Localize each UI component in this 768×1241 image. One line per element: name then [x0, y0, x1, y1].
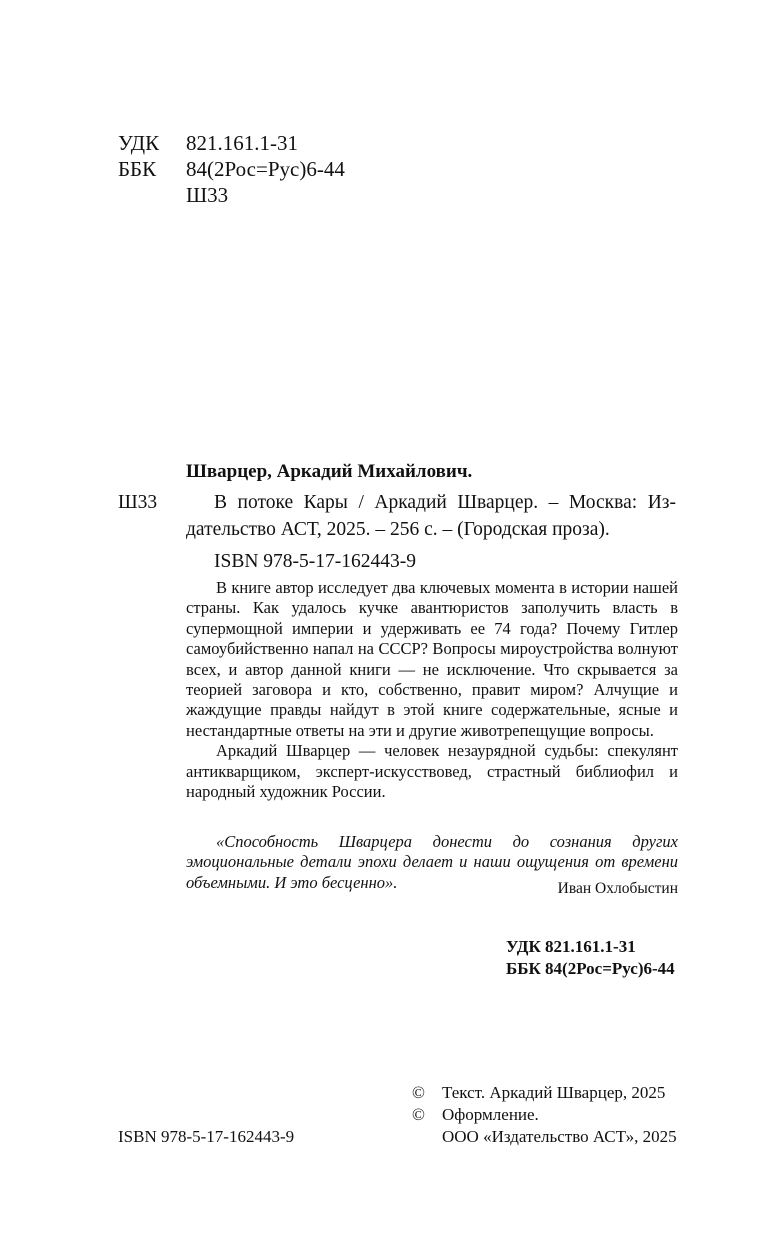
copyright-block	[412, 1082, 692, 1152]
bottom-bbk: ББК 84(2Рос=Рус)6-44	[506, 959, 675, 978]
author-sign: Ш33	[186, 183, 229, 207]
annotation	[186, 578, 678, 802]
bbk-label: ББК	[118, 157, 157, 181]
copyright-text: Текст. Аркадий Шварцер, 2025	[442, 1083, 666, 1102]
author-heading: Шварцер, Аркадий Михайлович.	[186, 461, 473, 482]
footer-isbn: ISBN 978-5-17-162443-9	[118, 1127, 295, 1146]
catalog-author-sign: Ш33	[118, 492, 158, 513]
copyright-design: Оформление.	[442, 1105, 539, 1124]
copyright-publisher: ООО «Издательство АСТ», 2025	[442, 1127, 677, 1146]
annotation-paragraph-1: В книге автор исследует два ключевых момента в истории нашей страны. Как удалось кучке авантюристов заполучить власть в супермощной империи и удерживать ее 74 года? Почему Гитлер самоубийственно напал на СССР? Вопросы мироустройства волнуют всех, и автор данной книги — не исключение. Что скрывается за теорией заговора и кто, собственно, правит миром? Алчущие и жаждущие правды найдут в этой книге содержательные, ясные и нестандартные ответы на эти и другие животрепещущие вопросы.	[186, 578, 678, 740]
udk-label: УДК	[118, 131, 160, 155]
top-classification	[118, 130, 378, 210]
copyright-icon: ©	[412, 1105, 425, 1124]
annotation-paragraph-2: Аркадий Шварцер — человек незаурядной судьбы: спекулянт антикварщиком, эксперт-искусствовед, страстный библиофил и народный художник России.	[186, 741, 678, 802]
quote-attribution: Иван Охлобыстин	[557, 880, 678, 897]
bottom-udk: УДК 821.161.1-31	[506, 937, 636, 956]
bbk-value: 84(2Рос=Рус)6-44	[186, 157, 345, 181]
title-line-2: дательство АСТ, 2025. – 256 с. – (Городская проза).	[186, 519, 610, 540]
udk-value: 821.161.1-31	[186, 131, 298, 155]
catalog-isbn: ISBN 978-5-17-162443-9	[214, 551, 417, 572]
quote-text: «Способность Шварцера донести до сознания других эмоциональные детали эпохи делает и наши ощущения от времени объемными. И это бесценно».	[186, 832, 678, 892]
copyright-icon: ©	[412, 1083, 425, 1102]
title-line-1: В потоке Кары / Аркадий Шварцер. – Москва: Из-	[214, 492, 676, 513]
